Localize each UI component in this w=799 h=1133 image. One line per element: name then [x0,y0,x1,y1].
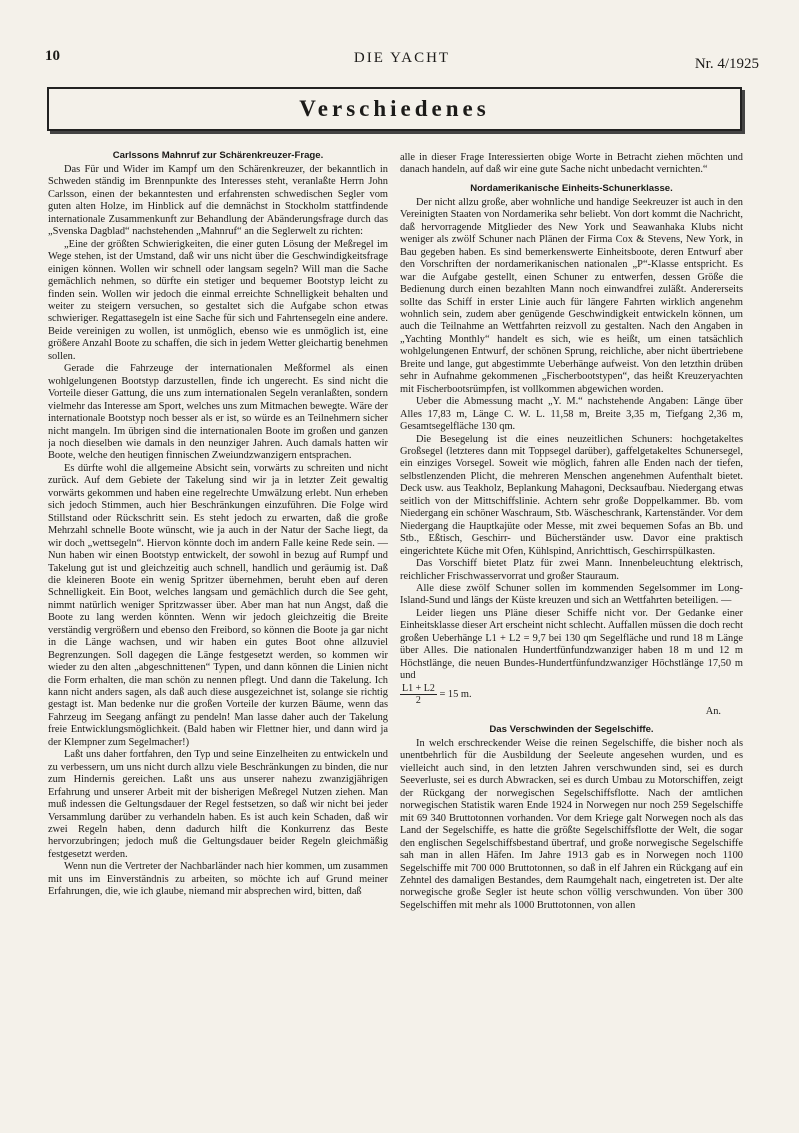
magazine-name: DIE YACHT [353,50,451,66]
paragraph: Ueber die Abmessung macht „Y. M.“ nachstehende Angaben: Länge über Alles 17,83 m, Länge C. W. L. 11,58 m, Breite 3,35 m, Tiefgang 2,36 m, Gesamtsegelfläche 130 qm. [400,396,743,433]
paragraph: Gerade die Fahrzeuge der internationalen Meßformel als einen wohlgelungenen Bootstyp darzustellen, finde ich ungerecht. Es sind nicht die Vorteile dieser Gattung, die uns zum internationalen Segeln veranlaßten, sondern vielmehr das Interesse am Sport, welches uns zum Mitmachen bewegte. Wäre der internationale Bootstyp noch besser als er ist, so würde es an Teilnehmern sicher nicht mangeln. Im übrigen sind die internationalen Boote im großen und ganzen ja noch dieselben wie damals in den neunziger Jahren. Auch damals hatten wir Boote, welche den heutigen finnischen Zweiundzwanzigern entsprachen. [48,363,388,462]
paragraph: Leider liegen uns Pläne dieser Schiffe nicht vor. Der Gedanke einer Einheitsklasse dieser Art erscheint nicht schlecht. Auffallen müssen die doch recht großen Ueberhänge L1 + L2 = 9,7 bei 130 qm Segelfläche und rund 18 m Länge über Alles. Die nationalen Hundertfünfundzwanziger haben 18 m und 12 m Höchstlänge, die neuen Bundes-Hundertfünfundzwanziger Höchstlänge 17,50 m und [400,607,743,682]
paragraph: Wenn nun die Vertreter der Nachbarländer nach hier kommen, um zusammen mit uns im Einverständnis zu arbeiten, so möchte ich auf Grund meiner Erfahrungen, die, wie ich glaube, niemand mir absprechen wird, bitten, daß [48,861,388,898]
paragraph: Es dürfte wohl die allgemeine Absicht sein, vorwärts zu schreiten und nicht zurück. Auf dem Gebiete der Takelung sind wir ja in letzter Zeit gewaltig vorwärts gekommen und haben eine regelrechte Umwälzung erlebt. Nun erheben sich jedoch Stimmen, auch hier Beschränkungen einzuführen. Die Folge wird Stillstand oder Rückschritt sein. Es steht jedoch zu erwarten, daß die große Mehrzahl schnelle Boote wünscht, wie ja auch in der Natur der Sache liegt, da wir doch „wettsegeln“. Hiervon könnte doch im andern Falle keine Rede sein. — Nun haben wir einen Bootstyp entwickelt, der sowohl in bezug auf Rumpf und Takelung gut ist und gleichzeitig auch schnell, handlich und geräumig ist. Daß die kleineren Boote ein wenig Spritzer übernehmen, beruht eben auf deren Schnelligkeit. Ein Boot, welches langsam und gemächlich durch die See geht, nimmt natürlich weniger Spritzwasser über. Aber man hat nun Angst, daß die Boote zu lang werden könnten. Wenn wir jedoch gleichzeitig die Breite verständig vergrößern und ebenso den Freibord, so können die Boote ja gar nicht in die Länge wachsen, und wir haben ein gutes Boot ohne allzuviel Begrenzungen. Soll dagegen die Länge festgesetzt werden, so kommen wir wieder zu den alten „abgeschnittenen“ Typen, und dann können die Linien nicht die Form erhalten, die man schön zu nennen pflegt. Und dann die Takelung. Ich kann nicht anders sagen, als daß auch diese ausgezeichnet ist, solange sie richtig gestagt ist. Man bedenke nur die großen Vorteile der kurzen Bäume, wenn das Fahrzeug im Seegang anfängt zu pendeln! Man lasse daher auch der Takelung freie Entwicklungsmöglichkeit. (Bald haben wir Flettner hier, und dann wird ja der Klempner zum Segelmacher!) [48,462,388,748]
right-column [400,152,743,1112]
paragraph: Laßt uns daher fortfahren, den Typ und seine Einzelheiten zu entwickeln und zu verbessern, um uns nicht durch allzu viele Beschränkungen zu binden, die nur zum Hindernis gereichen. Laßt uns aus unserer nahezu zwanzigjährigen Erfahrung und unserer Arbeit mit der bisherigen Meßregel Nutzen ziehen. Man muß indessen die Geltungsdauer der Regel festsetzen, so daß wir nicht bei jeder Versammlung darüber zu verhandeln haben. Es ist auch kein Schaden, daß wir zwei Regeln haben, denn dadurch hilft die Konkurrenz das Beste hervorzubringen; jedoch muß die Geltungsdauer beider Regeln gleichmäßig festgesetzt werden. [48,749,388,860]
paragraph-continuation: alle in dieser Frage Interessierten obige Worte in Betracht ziehen möchten und danach handeln, auf daß wir eine gute Sache nicht unbedacht vernichten.“ [400,152,743,176]
page-number: 10 [45,48,60,64]
issue-number: Nr. 4/1925 [694,56,759,72]
page-header [45,48,759,72]
paragraph: Die Besegelung ist die eines neuzeitlichen Schuners: hochgetakeltes Großsegel (letzteres dann mit Toppsegel darüber), gaffelgetakeltes Schunersegel, ein einziges Vorsegel. Soweit wie möglich, fahren alle Enden nach der tiefen, selbstlenzenden Plicht, die mehreren Menschen angenehmen Aufenthalt bietet. Deck usw. aus Teakholz, Beplankung Mahagoni, Decksaufbau. Niedergang etwas seitlich von der Mittschiffslinie. Achtern sehr große Doppelkammer. Bb. vom Niedergang ein schöner Waschraum, Stb. Wäscheschrank, Kartenständer. Vor dem Niedergang die Hauptkajüte oder Messe, mit zwei bequemen Sofas an Bb. und Stb., Eßtisch, Geschirr- und Bücherständer usw. Davor eine praktisch eingerichtete Küche mit Ofen, Kühlspind, Anrichttisch, Geschirrspülkasten. [400,433,743,557]
paragraph: Der nicht allzu große, aber wohnliche und handige Seekreuzer ist auch in den Vereinigten Staaten von Nordamerika sehr beliebt. Von dort kommt die Nachricht, daß hervorragende Mitglieder des New York und Seawanhaka Klubs nicht weniger als zwölf Schuner nach Plänen der Firma Cox & Stevens, New York, in Bau gegeben haben. Es sind bemerkenswerte Einheitsboote, deren Entwurf aber den Vorschriften der nordamerikanischen nationalen „P“-Klasse entspricht. Es war die Aufgabe gestellt, einen Schuner zu entwerfen, dessen Größe die Bedienung durch einen bezahlten Mann noch einwandfrei zuläßt. Andererseits sollte das Schiff in erster Linie auch für längere Fahrten wirklich angenehm wohnlich sein, zudem aber genügende Geschwindigkeit entwickeln können, um auch die Teilnahme an Wettfahrten reizvoll zu gestalten. Nach den Angaben in „Yachting Monthly“ handelt es sich, wie es heißt, um einen tatsächlich wohlgelungenen Entwurf, der schönen Sprung, reichliche, aber nicht übertriebene Breite und lange, gut abgestimmte Ueberhänge aufweist. Von den letzthin drüben sehr in Aufnahme gekommenen „Fischerbootstypen“, das heißt Kreuzeryachten mit Fischerbootsrümpfen, ist vollkommen abgewichen worden. [400,196,743,395]
paragraph: Das Vorschiff bietet Platz für zwei Mann. Innenbeleuchtung elektrisch, reichlicher Frischwasservorrat und großer Stauraum. [400,558,743,582]
article-title-schuner: Nordamerikanische Einheits-Schunerklasse. [470,182,673,194]
left-column [48,150,388,1110]
paragraph: Alle diese zwölf Schuner sollen im kommenden Segelsommer im Long-Island-Sund und längs der Küste kreuzen und sich an Wettfahrten beteiligen. — [400,582,743,607]
section-title: Verschiedenes [299,96,490,121]
formula-numerator: L1 + L2 [402,682,435,694]
formula-line [400,683,743,706]
article-title-segelschiffe: Das Verschwinden der Segelschiffe. [489,724,654,736]
author-signature: An. [705,705,721,717]
formula-result: = 15 m. [439,688,472,700]
paragraph: Das Für und Wider im Kampf um den Schärenkreuzer, der bekanntlich in Schweden ständig im Brennpunkte des Interesses steht, veranlaßte Herrn John Carlsson, einen der bekanntesten und erfahrensten schwedischen Segler vom guten alten Holze, im Hinblick auf die demnächst in Stockholm stattfindende internationale Zusammenkunft zur Behandlung der Abänderungsfrage durch das „Svenska Dagblad“ nachstehenden „Mahnruf“ an die Seglerwelt zu richten: [48,164,388,238]
article-title-carlsson: Carlssons Mahnruf zur Schärenkreuzer-Frage. [112,150,324,161]
paragraph: „Eine der größten Schwierigkeiten, die einer guten Lösung der Meßregel im Wege stehen, ist der Umstand, daß wir uns nicht über die Geschwindigkeitsfrage einigen können. Wollen wir schnell oder langsam segeln? Will man die Sache gemächlich nehmen, so dürfte ein stetiger und bequemer Bootstyp leicht zu finden sein. Wollen wir jedoch die einmal erreichte Schnelligkeit behalten und weiter zu steigern versuchen, so gestaltet sich die Aufgabe schon etwas schwieriger. Regattasegeln ist eine Sache für sich und Fahrtensegeln eine andere. Beide vereinigen zu wollen, ist unmöglich, ebenso wie es unmöglich ist, eine größere Anzahl Boote zu schaffen, die sich in jedem Wetter gleichartig benehmen sollen. [48,238,388,362]
section-title-box [47,87,742,131]
formula-fraction [400,683,437,706]
formula-denominator: 2 [415,694,421,706]
paragraph: In welch erschreckender Weise die reinen Segelschiffe, die bisher noch als unentbehrlich für die Ausbildung der Seeleute angesehen wurden, und es vielleicht auch sind, in den letzten Jahren verschwunden sind, sei es durch Seeverluste, sei es durch Abwracken, sei es durch Umbau zu Motorschiffen, zeigt der Rückgang der norwegischen Segelschiffsflotte. Nach der amtlichen norwegischen Statistik waren Ende 1924 in Norwegen nur noch 259 Segelschiffe mit 69 340 Bruttotonnen vorhanden. Vor dem Kriege galt Norwegen noch als das Land der Segelschiffe, es hatte die größte Segelschiffsflotte der Welt, die sogar den englischen Segelschiffsbestand übertraf, und große norwegische Segelschiffe sah man in allen Häfen. Im Jahre 1913 gab es in Norwegen noch 1100 Segelschiffe mit 700 000 Bruttotonnen, so daß in elf Jahren ein Rückgang auf ein Zehntel des damaligen Bestandes, dem Raumgehalt nach, eingetreten ist. Der alte norwegische große Segler ist heute schon völlig verschwunden. Von über 300 Segelschiffen mit mehr als 1000 Bruttotonnen, von allen [400,738,743,911]
